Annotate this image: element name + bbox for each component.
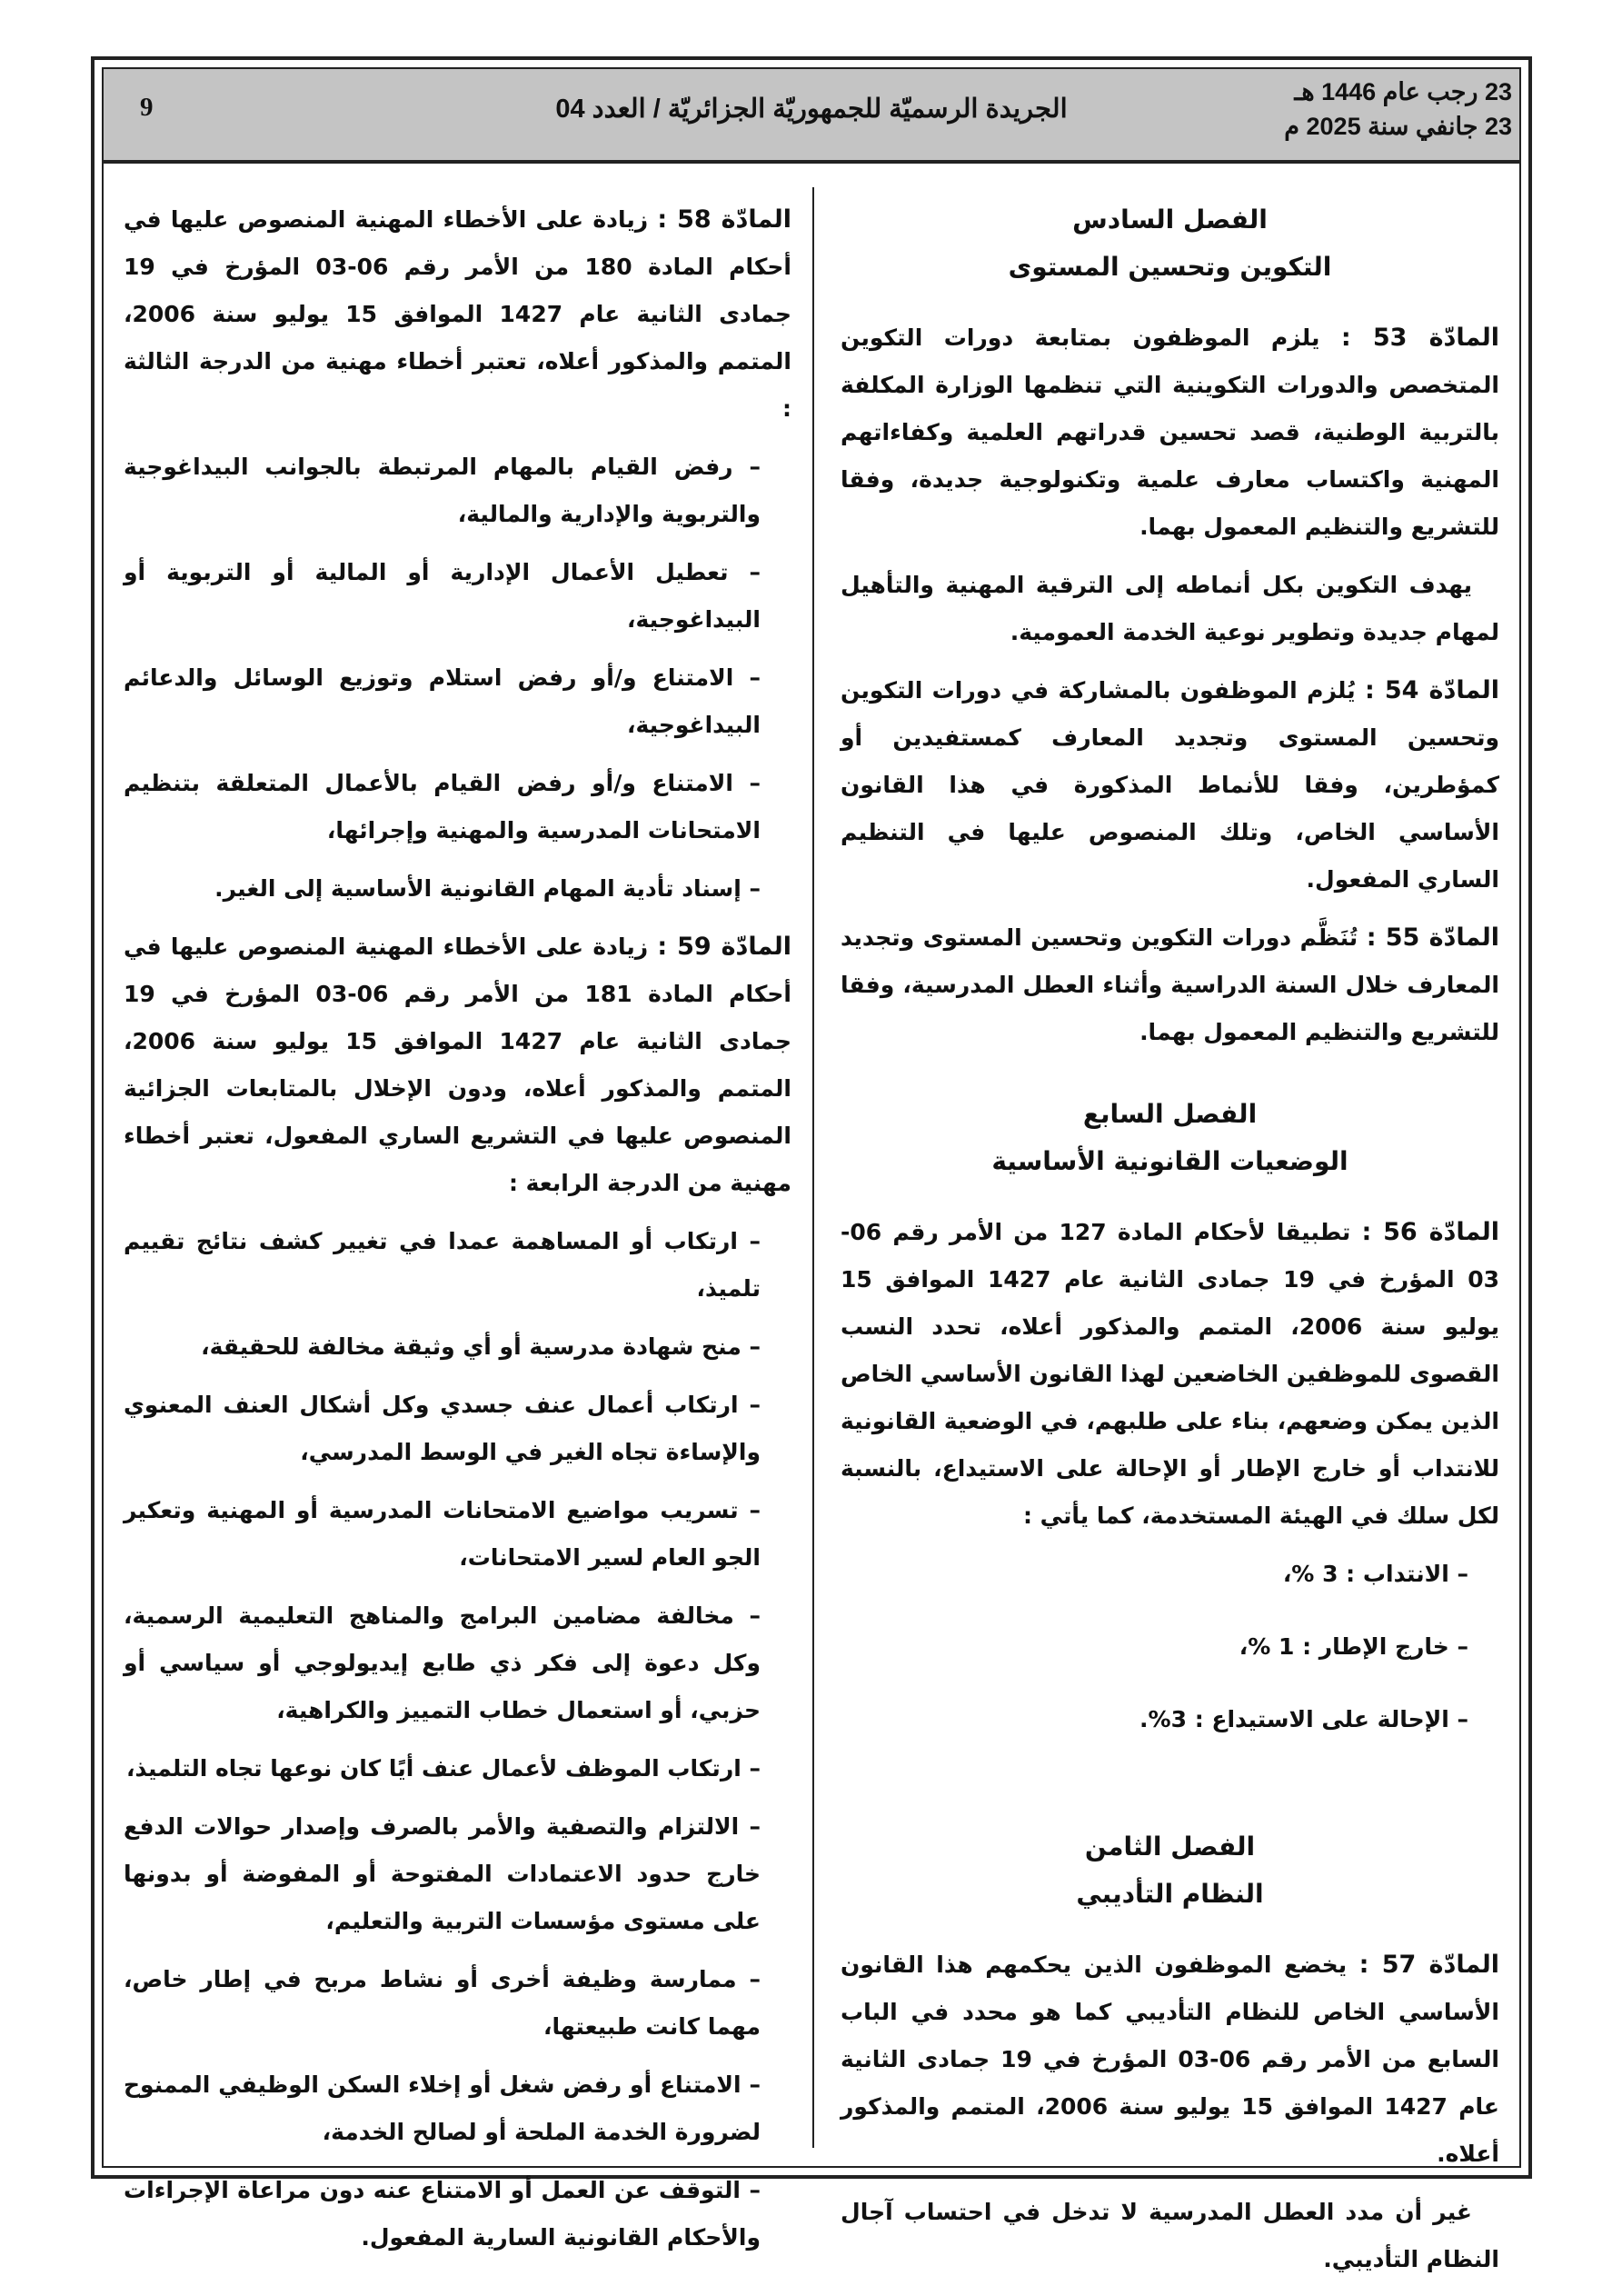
article-text: يخضع الموظفون الذين يحكمهم هذا القانون الأساسي الخاص للنظام التأديبي كما هو محدد في الباب السابع من الأمر رقم 06-03 المؤرخ في 19 جمادى الثانية عام 1427 الموافق 15 يوليو سنة 2006، المتمم والمذكور أعلاه. (841, 1952, 1500, 2167)
list-item: – مخالفة مضامين البرامج والمناهج التعليمية الرسمية، وكل دعوة إلى فكر ذي طابع إيديولوجي أو سياسي أو حزبي، أو استعمال خطاب التمييز والكراهية، (124, 1602, 761, 1723)
list-item: – ممارسة وظيفة أخرى أو نشاط مربح في إطار خاص، مهما كانت طبيعتها، (124, 1966, 761, 2040)
left-column (124, 196, 791, 2272)
gregorian-date: 23 جانفي سنة 2025 م (1284, 113, 1512, 140)
article-text: تُنَظَّم دورات التكوين وتحسين المستوى وتجديد المعارف خلال السنة الدراسية وأثناء العطل المدرسية، وفقا للتشريع والتنظيم المعمول بهما. (841, 924, 1499, 1045)
article-label: المادّة 57 : (1358, 1951, 1499, 1979)
column-divider (812, 187, 814, 2148)
chapter-subheading: الوضعيات القانونية الأساسية (991, 1146, 1348, 1176)
list-item: – الانتداب : 3 %، (1282, 1561, 1468, 1587)
article-text: زيادة على الأخطاء المهنية المنصوص عليها في أحكام المادة 181 من الأمر رقم 06-03 المؤرخ في 19 جمادى الثانية عام 1427 الموافق 15 يوليو سنة 2006، المتمم والمذكور أعلاه، ودون الإخلال بالمتابعات الجزائية المنصوص عليها في التشريع الساري المفعول، تعتبر أخطاء مهنية من الدرجة الرابعة : (124, 933, 792, 1196)
article-text: يلزم الموظفون بمتابعة دورات التكوين المتخصص والدورات التكوينية التي تنظمها الوزارة المكلفة بالتربية الوطنية، قصد تحسين قدراتهم العلمية وكفاءاتهم المهنية واكتساب معارف علمية وتكنولوجية جديدة، وفقا للتشريع والتنظيم المعمول بهما. (841, 324, 1499, 540)
article-text: زيادة على الأخطاء المهنية المنصوص عليها في أحكام المادة 180 من الأمر رقم 06-03 المؤرخ في 19 جمادى الثانية عام 1427 الموافق 15 يوليو سنة 2006، المتمم والمذكور أعلاه، تعتبر أخطاء مهنية من الدرجة الثالثة : (124, 206, 792, 422)
chapter-subheading: النظام التأديبي (1076, 1879, 1264, 1909)
list-item: – تسريب مواضيع الامتحانات المدرسية أو المهنية وتعكير الجو العام لسير الامتحانات، (124, 1497, 761, 1571)
list-item: – الالتزام والتصفية والأمر بالصرف وإصدار حوالات الدفع خارج حدود الاعتمادات المفتوحة أو المفوضة أو بدونها على مستوى مؤسسات التربية والتعليم، (124, 1813, 761, 1934)
list-item: – التوقف عن العمل أو الامتناع عنه دون مراعاة الإجراءات والأحكام القانونية السارية المفعول. (124, 2177, 761, 2251)
gazette-title: الجريدة الرسميّة للجمهوريّة الجزائريّة / العدد 04 (555, 95, 1068, 124)
article-58 (124, 196, 791, 433)
page-frame (91, 56, 1532, 2272)
right-column (841, 196, 1499, 2294)
article-label: المادّة 54 : (1365, 676, 1499, 704)
list-item: – خارج الإطار : 1 %، (1239, 1633, 1468, 1660)
list-item: – الامتناع و/أو رفض استلام وتوزيع الوسائل والدعائم البيداغوجية، (124, 664, 761, 738)
list-item: – ارتكاب الموظف لأعمال عنف أيًا كان نوعها تجاه التلميذ، (126, 1755, 761, 1782)
article-55 (841, 914, 1499, 1056)
article-label: المادّة 55 : (1366, 923, 1500, 952)
list-item: – ارتكاب أعمال عنف جسدي وكل أشكال العنف المعنوي والإساءة تجاه الغير في الوسط المدرسي، (124, 1392, 761, 1465)
page-number: 9 (140, 93, 154, 122)
article-label: المادّة 53 : (1340, 324, 1499, 352)
article-57 (841, 1942, 1499, 2178)
list-item: – منح شهادة مدرسية أو أي وثيقة مخالفة للحقيقة، (201, 1333, 761, 1360)
gazette-header (104, 69, 1519, 164)
article-59 (124, 923, 791, 1207)
list-item: – ارتكاب أو المساهمة عمدا في تغيير كشف نتائج تقييم تلميذ، (124, 1228, 761, 1302)
article-label: المادّة 59 : (657, 933, 792, 961)
article-label: المادّة 58 : (657, 205, 792, 234)
article-label: المادّة 56 : (1361, 1218, 1500, 1246)
paragraph: غير أن مدد العطل المدرسية لا تدخل في احتساب آجال النظام التأديبي. (841, 2199, 1499, 2272)
list-item: – الامتناع أو رفض شغل أو إخلاء السكن الوظيفي الممنوح لضرورة الخدمة الملحة أو لصالح الخدمة، (124, 2071, 761, 2145)
chapter-heading: الفصل الثامن (1084, 1832, 1256, 1862)
article-56 (841, 1209, 1499, 1540)
article-text: تطبيقا لأحكام المادة 127 من الأمر رقم 06-03 المؤرخ في 19 جمادى الثانية عام 1427 الموافق 15 يوليو سنة 2006، المتمم والمذكور أعلاه، تحدد النسب القصوى للموظفين الخاضعين لهذا القانون الأساسي الخاص الذين يمكن وضعهم، بناء على طلبهم، في الوضعية القانونية للانتداب أو خارج الإطار أو الإحالة على الاستيداع، بالنسبة لكل سلك في الهيئة المستخدمة، كما يأتي : (841, 1219, 1500, 1529)
article-53 (841, 314, 1499, 551)
list-item: – الامتناع و/أو رفض القيام بالأعمال المتعلقة بتنظيم الامتحانات المدرسية والمهنية وإجرائها، (124, 770, 761, 844)
chapter-heading: الفصل السادس (1072, 205, 1268, 235)
list-item: – رفض القيام بالمهام المرتبطة بالجوانب البيداغوجية والتربوية والإدارية والمالية، (124, 454, 761, 527)
chapter-heading: الفصل السابع (1082, 1099, 1258, 1129)
paragraph: يهدف التكوين بكل أنماطه إلى الترقية المهنية والتأهيل لمهام جديدة وتطوير نوعية الخدمة العمومية. (841, 572, 1499, 645)
article-text: يُلزم الموظفون بالمشاركة في دورات التكوين وتحسين المستوى وتجديد المعارف كمستفيدين أو كمؤطرين، وفقا للأنماط المذكورة في هذا القانون الأساسي الخاص، وتلك المنصوص عليها في التنظيم الساري المفعول. (841, 677, 1499, 893)
chapter-subheading: التكوين وتحسين المستوى (1008, 252, 1332, 282)
article-54 (841, 667, 1499, 903)
list-item: – تعطيل الأعمال الإدارية أو المالية أو التربوية أو البيداغوجية، (124, 559, 761, 633)
hijri-date: 23 رجب عام 1446 هـ (1294, 78, 1512, 105)
list-item: – إسناد تأدية المهام القانونية الأساسية إلى الغير. (214, 875, 761, 902)
list-item: – الإحالة على الاستيداع : 3%. (1139, 1706, 1468, 1732)
